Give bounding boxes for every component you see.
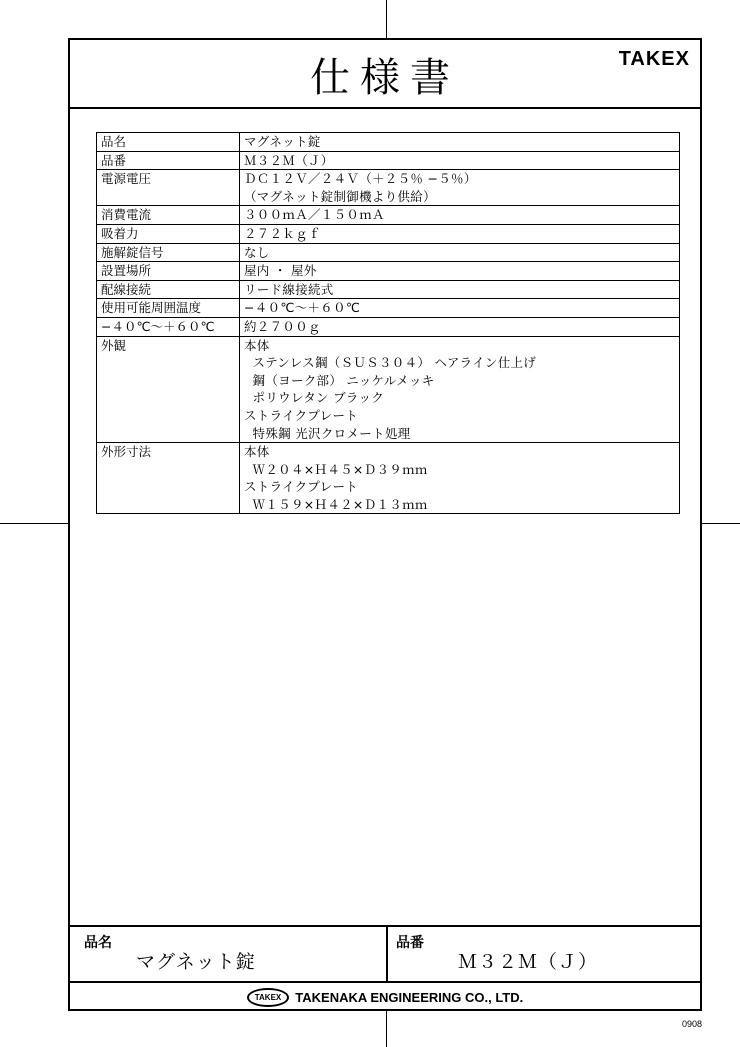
spec-label: 使用可能周囲温度 — [97, 299, 240, 318]
product-number-label: 品番 — [396, 935, 424, 951]
page-title: 仕様書 — [310, 55, 460, 101]
sheet-header — [70, 40, 700, 109]
spec-value-line: ３００ｍＡ／１５０ｍＡ — [244, 207, 385, 223]
title-block — [70, 925, 700, 983]
spec-label: 配線接続 — [97, 280, 240, 299]
spec-row — [97, 317, 680, 336]
spec-value — [240, 243, 680, 262]
spec-row — [97, 224, 680, 243]
spec-value — [240, 262, 680, 281]
spec-value — [240, 151, 680, 170]
spec-value-line: マグネット錠 — [244, 134, 321, 149]
spec-value — [240, 170, 680, 206]
product-name-value: マグネット錠 — [136, 951, 256, 973]
spec-row — [97, 443, 680, 514]
spec-label: 外形寸法 — [97, 443, 240, 514]
brand-logo: TAKEX — [618, 48, 690, 70]
spec-value-line: 約２７００ｇ — [244, 318, 321, 334]
spec-label: 消費電流 — [97, 206, 240, 225]
spec-value — [240, 443, 680, 514]
crop-mark-top — [386, 0, 387, 38]
spec-value — [240, 280, 680, 299]
spec-value-line: （マグネット錠制御機より供給） — [244, 188, 436, 204]
spec-value-line: 本体 — [244, 337, 270, 353]
company-name: TAKENAKA ENGINEERING CO., LTD. — [295, 989, 524, 1005]
spec-value — [240, 206, 680, 225]
spec-row — [97, 280, 680, 299]
spec-label: −４０℃〜＋６０℃ — [97, 317, 240, 336]
spec-label: 品番 — [97, 151, 240, 170]
company-logo: TAKEX — [247, 988, 290, 1007]
spec-value-line: ストライクプレート — [244, 407, 359, 423]
spec-row — [97, 151, 680, 170]
spec-sheet-frame — [68, 38, 702, 1011]
spec-label: 外観 — [97, 336, 240, 443]
crop-mark-left — [0, 523, 68, 524]
spec-value-line: 特殊鋼 光沢クロメート処理 — [244, 425, 411, 441]
revision-code: 0908 — [682, 1019, 703, 1029]
spec-value-line: なし — [244, 244, 270, 260]
spec-label: 施解錠信号 — [97, 243, 240, 262]
spec-label: 品名 — [97, 133, 240, 152]
spec-row — [97, 133, 680, 152]
title-block-divider — [386, 927, 388, 981]
spec-value-line: ポリウレタン ブラック — [244, 390, 385, 406]
spec-value-line: ステンレス鋼（ＳＵＳ３０４） ヘアライン仕上げ — [244, 355, 537, 371]
spec-value-line: ストライクプレート — [244, 479, 359, 495]
spec-value-line: Ｗ１５９×Ｈ４２×Ｄ１３ｍｍ — [244, 496, 428, 512]
spec-value — [240, 299, 680, 318]
spec-value-line: Ｍ３２Ｍ（Ｊ） — [244, 152, 334, 168]
spec-row — [97, 299, 680, 318]
crop-mark-right — [702, 523, 740, 524]
spec-table — [96, 132, 680, 514]
spec-value-line: Ｗ２０４×Ｈ４５×Ｄ３９ｍｍ — [244, 461, 428, 477]
spec-label: 電源電圧 — [97, 170, 240, 206]
spec-value — [240, 317, 680, 336]
spec-label: 吸着力 — [97, 224, 240, 243]
spec-value-line: ＤＣ１２Ｖ／２４Ｖ（＋２５％ −５％） — [244, 171, 477, 187]
spec-value-line: ２７２ｋｇｆ — [244, 225, 321, 241]
spec-value-line: 本体 — [244, 444, 270, 460]
spec-label: 設置場所 — [97, 262, 240, 281]
product-number-value: Ｍ３２Ｍ（Ｊ） — [458, 951, 599, 973]
spec-row — [97, 170, 680, 206]
company-block — [70, 983, 700, 1011]
spec-value-line: 屋内 ・ 屋外 — [244, 263, 317, 279]
spec-value-line: 鋼（ヨーク部） ニッケルメッキ — [244, 372, 435, 388]
crop-mark-bottom — [386, 1011, 387, 1047]
spec-value-line: −４０℃〜＋６０℃ — [244, 300, 361, 316]
spec-row — [97, 262, 680, 281]
spec-value — [240, 133, 680, 152]
spec-value — [240, 336, 680, 443]
spec-row — [97, 336, 680, 443]
spec-value — [240, 224, 680, 243]
product-name-label: 品名 — [84, 935, 112, 951]
spec-value-line: リード線接続式 — [244, 281, 334, 297]
spec-row — [97, 243, 680, 262]
spec-row — [97, 206, 680, 225]
